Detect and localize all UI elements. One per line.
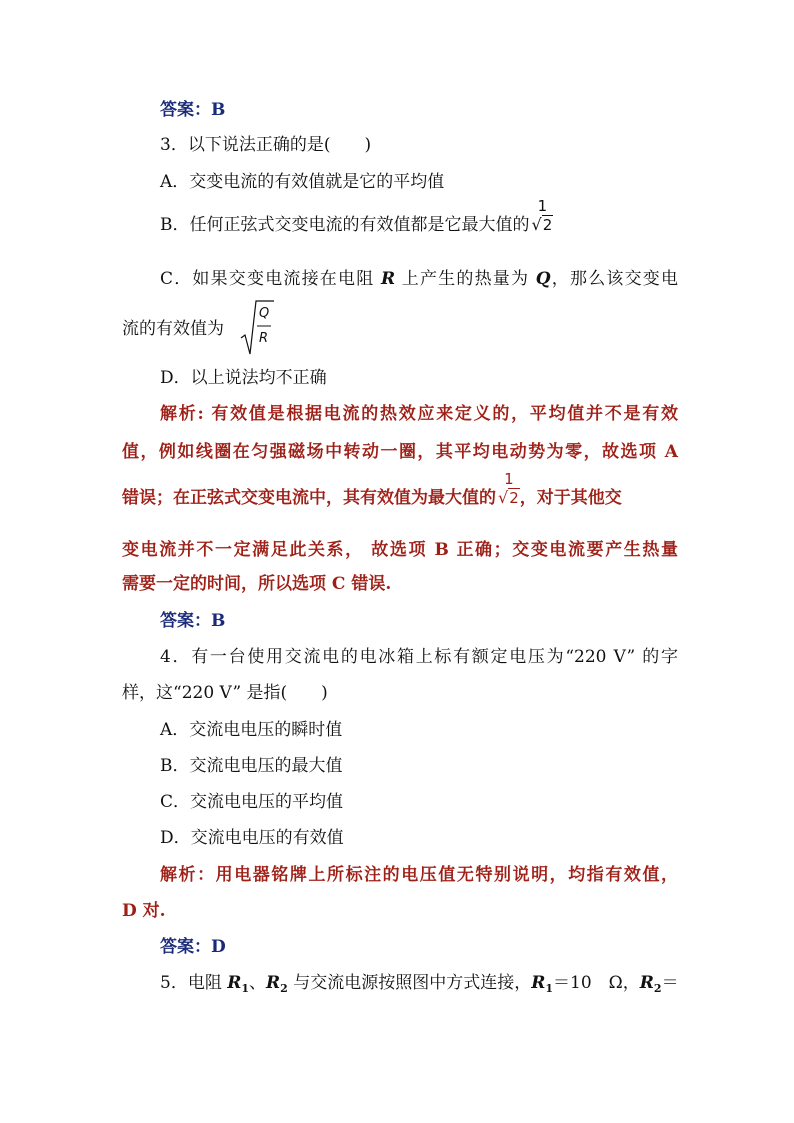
sqrt-numerator: Q xyxy=(259,306,270,321)
q4-explanation-line1 xyxy=(160,864,678,886)
text-run: C．如果交变电流接在电阻 xyxy=(160,269,382,289)
q3-explanation-line1 xyxy=(160,403,678,425)
q3-explanation-line2: 值，例如线圈在匀强磁场中转动一圈，其平均电动势为零，故选项 A xyxy=(122,442,678,462)
text-run: ，那么该交变电 xyxy=(550,269,679,289)
q3-stem: 3．以下说法正确的是( ) xyxy=(160,135,372,155)
q4-option-c: C．交流电电压的平均值 xyxy=(160,792,344,812)
subscript: 1 xyxy=(545,982,554,995)
q3-explanation-line5: 需要一定的时间，所以选项 C 错误. xyxy=(122,574,392,594)
fraction-one-over-root-two xyxy=(532,198,554,234)
q5-stem-line1 xyxy=(160,972,678,1000)
fraction-denominator: 2 xyxy=(509,488,519,507)
symbol-R: R xyxy=(531,973,546,993)
sqrt-q-over-r xyxy=(240,298,274,358)
text-run: 与交流电源按照图中方式连接， xyxy=(287,973,532,993)
answer-label: 答案： xyxy=(160,611,211,631)
text-run: 错误；在正弦式交变电流中，其有效值为最大值的 xyxy=(122,488,496,508)
subscript: 2 xyxy=(280,982,288,995)
fraction-numerator: 1 xyxy=(537,196,548,215)
answer-label: 答案： xyxy=(160,937,211,957)
q4-stem-line2: 样，这“220 V” 是指( ) xyxy=(122,683,328,703)
answer-value: B xyxy=(211,100,226,120)
answer-line xyxy=(160,99,680,121)
text-run: ，对于其他交 xyxy=(519,488,622,508)
answer-value: D xyxy=(211,937,226,957)
text-run: 上产生的热量为 xyxy=(395,269,536,289)
q3-option-d: D．以上说法均不正确 xyxy=(160,368,327,388)
symbol-R: R xyxy=(639,973,654,993)
q3-option-c-line1 xyxy=(160,268,678,290)
symbol-R: R xyxy=(381,269,396,289)
answer-line xyxy=(160,610,680,632)
answer-value: B xyxy=(211,611,226,631)
answer-label: 答案： xyxy=(160,100,211,120)
q3-option-b xyxy=(160,196,680,236)
sqrt-denominator: R xyxy=(259,331,269,346)
q4-option-d: D．交流电电压的有效值 xyxy=(160,828,344,848)
q3-option-c-line2: 流的有效值为 xyxy=(122,319,224,339)
subscript: 1 xyxy=(241,982,250,995)
explanation-label: 解析 xyxy=(160,865,198,885)
q4-explanation-line2: D 对. xyxy=(122,901,166,921)
sqrt-symbol: √2 xyxy=(498,487,519,507)
symbol-R: R xyxy=(266,973,281,993)
fraction-numerator: 1 xyxy=(504,469,514,488)
q4-option-a: A．交流电电压的瞬时值 xyxy=(160,720,343,740)
text-run: ＝ xyxy=(661,973,679,993)
q4-option-b: B．交流电电压的最大值 xyxy=(160,756,343,776)
q3-explanation-line4: 变电流并不一定满足此关系， 故选项 B 正确；交变电流要产生热量 xyxy=(122,540,678,560)
symbol-Q: Q xyxy=(535,269,551,289)
sqrt-symbol: √2 xyxy=(531,214,553,234)
answer-line xyxy=(160,936,680,958)
q3-explanation-line3 xyxy=(122,469,678,509)
symbol-R: R xyxy=(227,973,242,993)
fraction-one-over-root-two xyxy=(498,471,520,507)
subscript: 2 xyxy=(653,982,662,995)
q4-stem-line1: 4．有一台使用交流电的电冰箱上标有额定电压为“220 V” 的字 xyxy=(160,647,678,667)
q3-option-b-text: B．任何正弦式交变电流的有效值都是它最大值的 xyxy=(160,215,530,235)
text-run: 5．电阻 xyxy=(160,973,228,993)
text-run: ：用电器铭牌上所标注的电压值无特别说明，均指有效值， xyxy=(197,865,679,885)
explanation-label: 解析 xyxy=(160,404,198,424)
text-run: 、 xyxy=(249,973,267,993)
fraction-denominator: 2 xyxy=(542,215,553,234)
text-run: ＝10 Ω， xyxy=(553,973,640,993)
q3-option-a: A．交变电流的有效值就是它的平均值 xyxy=(160,172,445,192)
text-run: : 有效值是根据电流的热效应来定义的，平均值并不是有效 xyxy=(197,404,678,424)
